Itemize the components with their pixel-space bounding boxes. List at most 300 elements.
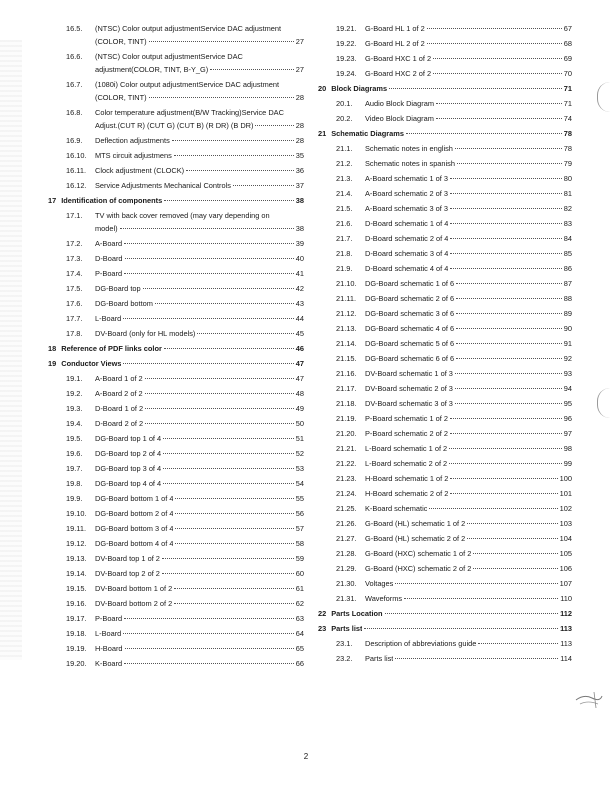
toc-entry-number: 16.9. (66, 136, 83, 145)
toc-entry-title: H-Board schematic 2 of 2 (365, 489, 449, 498)
toc-entry[interactable] (318, 144, 572, 153)
toc-entry-title: L-Board (95, 629, 122, 638)
toc-entry-page: 88 (563, 294, 572, 303)
toc-entry-first-line (66, 211, 304, 220)
toc-entry-title: D-Board schematic 2 of 4 (365, 234, 449, 243)
toc-entry[interactable] (48, 181, 304, 190)
toc-entry-title: A-Board 1 of 2 (95, 374, 143, 383)
toc-entry-second-line (66, 224, 304, 233)
toc-entry[interactable] (48, 404, 304, 413)
toc-entry-number: 20 (318, 84, 327, 93)
dot-leader (427, 28, 562, 29)
toc-entry-title: DV-Board (only for HL models) (95, 329, 196, 338)
dot-leader (450, 418, 562, 419)
toc-entry[interactable] (318, 639, 572, 648)
dot-leader (125, 258, 294, 259)
toc-entry-number: 19.20. (66, 659, 87, 668)
toc-entry-page: 64 (295, 629, 304, 638)
toc-section-entry[interactable] (318, 129, 572, 138)
toc-entry-title: H-Board schematic 1 of 2 (365, 474, 449, 483)
toc-entry-number: 19.17. (66, 614, 87, 623)
page-number: 2 (303, 752, 309, 761)
toc-entry-number: 21.25. (336, 504, 357, 513)
toc-entry-title: G-Board (HXC) schematic 1 of 2 (365, 549, 472, 558)
dot-leader (429, 508, 557, 509)
toc-entry-page: 97 (563, 429, 572, 438)
toc-entry[interactable] (318, 564, 572, 573)
toc-entry[interactable] (318, 519, 572, 528)
toc-entry[interactable] (318, 24, 572, 33)
toc-entry-title: G-Board (HL) schematic 2 of 2 (365, 534, 466, 543)
toc-entry-number: 19.8. (66, 479, 83, 488)
toc-entry-number: 20.2. (336, 114, 353, 123)
toc-entry[interactable] (318, 279, 572, 288)
toc-entry-page: 62 (295, 599, 304, 608)
toc-entry[interactable] (48, 599, 304, 608)
dot-leader (149, 41, 294, 42)
dot-leader (123, 633, 293, 634)
toc-entry-page: 102 (559, 504, 572, 513)
toc-entry[interactable] (318, 249, 572, 258)
toc-entry-page: 114 (560, 654, 572, 663)
toc-entry-page: 41 (295, 269, 304, 278)
toc-entry-page: 54 (295, 479, 304, 488)
dot-leader (450, 493, 557, 494)
toc-entry-second-line (66, 37, 304, 46)
toc-entry-page: 96 (563, 414, 572, 423)
toc-entry[interactable] (48, 374, 304, 383)
dot-leader (450, 223, 561, 224)
dot-leader (450, 238, 561, 239)
dot-leader (450, 268, 561, 269)
toc-entry-title: G-Board HL 1 of 2 (365, 24, 425, 33)
scan-edge-artifact (0, 40, 22, 660)
dot-leader (124, 618, 294, 619)
dot-leader (175, 513, 293, 514)
toc-entry-title: L-Board (95, 314, 122, 323)
toc-entry-title: DG-Board bottom 3 of 4 (95, 524, 174, 533)
dot-leader (163, 453, 294, 454)
toc-entry[interactable] (48, 52, 304, 74)
toc-entry-title: (NTSC) Color output adjustmentService DAC (95, 52, 243, 61)
toc-entry-title: DG-Board bottom 4 of 4 (95, 539, 174, 548)
toc-entry[interactable] (318, 309, 572, 318)
toc-entry-page: 90 (563, 324, 572, 333)
toc-entry-page: 28 (295, 136, 304, 145)
toc-entry-number: 17 (48, 196, 57, 205)
toc-entry[interactable] (318, 444, 572, 453)
dot-leader (163, 483, 294, 484)
toc-entry[interactable] (48, 269, 304, 278)
dot-leader (255, 125, 293, 126)
toc-entry[interactable] (318, 504, 572, 513)
toc-entry-page: 39 (295, 239, 304, 248)
toc-entry-title: A-Board schematic 3 of 3 (365, 204, 448, 213)
toc-entry-number: 21.14. (336, 339, 357, 348)
toc-entry-page: 112 (560, 609, 572, 618)
toc-entry-title: D-Board schematic 3 of 4 (365, 249, 449, 258)
toc-entry-number: 19.23. (336, 54, 357, 63)
toc-entry-number: 21.7. (336, 234, 353, 243)
toc-entry-page: 40 (295, 254, 304, 263)
toc-entry-title: DG-Board top 1 of 4 (95, 434, 162, 443)
toc-entry-number: 19 (48, 359, 57, 368)
toc-entry-page: 98 (563, 444, 572, 453)
toc-entry-page: 42 (295, 284, 304, 293)
dot-leader (145, 408, 294, 409)
toc-entry-page: 69 (563, 54, 572, 63)
dot-leader (450, 478, 557, 479)
toc-entry-title-continued: (COLOR, TINT) (95, 93, 147, 102)
toc-entry[interactable] (48, 614, 304, 623)
toc-entry-title: Clock adjustment (CLOCK) (95, 166, 185, 175)
dot-leader (478, 643, 558, 644)
toc-entry-page: 74 (563, 114, 572, 123)
toc-entry-title: Parts list (365, 654, 394, 663)
toc-section-entry[interactable] (48, 196, 304, 205)
dot-leader (455, 148, 562, 149)
toc-entry-number: 21.17. (336, 384, 357, 393)
toc-section-entry[interactable] (318, 609, 572, 618)
toc-entry[interactable] (318, 114, 572, 123)
toc-entry-page: 50 (295, 419, 304, 428)
scan-smudge-icon (574, 688, 604, 710)
toc-entry-title: Block Diagrams (331, 84, 388, 93)
toc-entry-title: L-Board schematic 2 of 2 (365, 459, 448, 468)
toc-entry-title: K-Board (95, 659, 123, 668)
toc-entry-number: 21.19. (336, 414, 357, 423)
dot-leader (406, 133, 562, 134)
toc-entry-page: 82 (563, 204, 572, 213)
toc-entry-number: 21.22. (336, 459, 357, 468)
dot-leader (175, 528, 293, 529)
toc-section-entry[interactable] (318, 624, 572, 633)
toc-entry-number: 19.16. (66, 599, 87, 608)
toc-entry-page: 60 (295, 569, 304, 578)
toc-entry-title: P-Board (95, 269, 123, 278)
toc-entry-title: D-Board schematic 1 of 4 (365, 219, 449, 228)
toc-entry-number: 21 (318, 129, 327, 138)
toc-entry[interactable] (318, 654, 572, 663)
toc-entry-number: 19.14. (66, 569, 87, 578)
toc-entry-page: 65 (295, 644, 304, 653)
toc-entry-page: 63 (295, 614, 304, 623)
toc-entry-title: Identification of components (61, 196, 163, 205)
toc-entry-title: (NTSC) Color output adjustmentService DAC adjustment (95, 24, 282, 33)
toc-entry-page: 107 (559, 579, 572, 588)
toc-entry[interactable] (48, 24, 304, 46)
dot-leader (456, 328, 562, 329)
dot-leader (143, 288, 294, 289)
toc-entry-title: DV-Board top 1 of 2 (95, 554, 160, 563)
toc-entry[interactable] (48, 569, 304, 578)
toc-entry-title: Parts Location (331, 609, 383, 618)
toc-entry[interactable] (318, 99, 572, 108)
toc-entry-title: (1080i) Color output adjustmentService DAC adjustment (95, 80, 280, 89)
toc-entry[interactable] (318, 369, 572, 378)
dot-leader (449, 463, 562, 464)
toc-entry-title-continued: (COLOR, TINT) (95, 37, 147, 46)
toc-entry-page: 91 (563, 339, 572, 348)
toc-entry[interactable] (48, 239, 304, 248)
dot-leader (149, 97, 294, 98)
toc-entry[interactable] (318, 324, 572, 333)
toc-entry[interactable] (48, 539, 304, 548)
toc-entry-number: 21.27. (336, 534, 357, 543)
toc-entry-number: 17.8. (66, 329, 83, 338)
toc-entry-page: 110 (560, 594, 572, 603)
toc-entry[interactable] (318, 204, 572, 213)
toc-entry-first-line (66, 24, 304, 33)
toc-entry[interactable] (318, 459, 572, 468)
toc-entry-title: Description of abbreviations guide (365, 639, 477, 648)
dot-leader (395, 658, 558, 659)
toc-entry-title: DV-Board bottom 1 of 2 (95, 584, 173, 593)
toc-entry[interactable] (318, 174, 572, 183)
toc-entry-title: K-Board schematic (365, 504, 428, 513)
toc-entry[interactable] (318, 474, 572, 483)
toc-entry-number: 23.2. (336, 654, 353, 663)
dot-leader (449, 448, 562, 449)
toc-entry-title: DV-Board schematic 3 of 3 (365, 399, 453, 408)
toc-entry-page: 70 (563, 69, 572, 78)
dot-leader (456, 313, 562, 314)
toc-entry[interactable] (318, 294, 572, 303)
toc-entry-title: D-Board 2 of 2 (95, 419, 144, 428)
dot-leader (145, 378, 294, 379)
toc-entry[interactable] (48, 329, 304, 338)
toc-entry-page: 37 (295, 181, 304, 190)
binder-hole-mark (597, 82, 610, 112)
toc-entry-title: A-Board 2 of 2 (95, 389, 143, 398)
toc-entry-number: 23.1. (336, 639, 353, 648)
dot-leader (164, 348, 294, 349)
toc-entry[interactable] (318, 579, 572, 588)
toc-entry[interactable] (48, 494, 304, 503)
toc-entry[interactable] (48, 509, 304, 518)
dot-leader (162, 558, 294, 559)
toc-entry-title: Schematic Diagrams (331, 129, 404, 138)
toc-entry-page: 71 (563, 99, 572, 108)
toc-entry[interactable] (48, 644, 304, 653)
dot-leader (210, 69, 294, 70)
toc-entry[interactable] (318, 384, 572, 393)
toc-entry-page: 27 (295, 65, 304, 74)
toc-entry[interactable] (48, 254, 304, 263)
toc-entry[interactable] (48, 314, 304, 323)
toc-section-entry[interactable] (48, 344, 304, 353)
toc-entry-page: 38 (295, 196, 304, 205)
toc-entry[interactable] (318, 189, 572, 198)
toc-entry[interactable] (48, 629, 304, 638)
toc-entry[interactable] (48, 108, 304, 130)
toc-entry-number: 16.8. (66, 108, 83, 117)
dot-leader (123, 363, 293, 364)
dot-leader (124, 663, 294, 664)
toc-entry-title: DV-Board top 2 of 2 (95, 569, 160, 578)
toc-entry-second-line (66, 65, 304, 74)
toc-entry-page: 100 (559, 474, 572, 483)
toc-entry-number: 19.3. (66, 404, 83, 413)
toc-entry-number: 17.4. (66, 269, 83, 278)
toc-entry-number: 21.12. (336, 309, 357, 318)
toc-entry[interactable] (48, 166, 304, 175)
toc-section-entry[interactable] (318, 84, 572, 93)
toc-entry-title: A-Board (95, 239, 123, 248)
toc-entry-page: 87 (563, 279, 572, 288)
toc-entry-title: P-Board (95, 614, 123, 623)
toc-entry-page: 113 (560, 624, 572, 633)
dot-leader (427, 43, 562, 44)
dot-leader (174, 588, 294, 589)
toc-entry-title: DG-Board schematic 5 of 6 (365, 339, 455, 348)
toc-entry-title: G-Board HXC 1 of 2 (365, 54, 432, 63)
toc-entry[interactable] (318, 594, 572, 603)
toc-entry-number: 17.7. (66, 314, 83, 323)
toc-entry-number: 21.29. (336, 564, 357, 573)
dot-leader (450, 208, 562, 209)
toc-entry-title: Waveforms (365, 594, 403, 603)
toc-entry-page: 105 (559, 549, 572, 558)
toc-entry[interactable] (48, 389, 304, 398)
toc-entry-number: 21.6. (336, 219, 353, 228)
toc-entry-page: 83 (563, 219, 572, 228)
toc-entry-title: G-Board HL 2 of 2 (365, 39, 425, 48)
toc-entry-page: 106 (559, 564, 572, 573)
toc-entry[interactable] (48, 211, 304, 233)
dot-leader (456, 283, 562, 284)
toc-entry[interactable] (48, 284, 304, 293)
toc-entry-page: 58 (295, 539, 304, 548)
toc-entry[interactable] (48, 434, 304, 443)
toc-section-entry[interactable] (48, 359, 304, 368)
toc-entry-number: 18 (48, 344, 57, 353)
toc-entry[interactable] (318, 429, 572, 438)
toc-entry-title: G-Board (HL) schematic 1 of 2 (365, 519, 466, 528)
toc-entry[interactable] (318, 339, 572, 348)
toc-entry-number: 16.5. (66, 24, 83, 33)
toc-entry[interactable] (48, 449, 304, 458)
toc-entry-page: 59 (295, 554, 304, 563)
dot-leader (456, 298, 562, 299)
toc-entry-page: 61 (295, 584, 304, 593)
toc-entry-page: 47 (295, 374, 304, 383)
toc-entry-title: DG-Board schematic 4 of 6 (365, 324, 455, 333)
toc-entry[interactable] (318, 414, 572, 423)
toc-entry[interactable] (318, 54, 572, 63)
toc-entry-title: Deflection adjustments (95, 136, 170, 145)
toc-entry[interactable] (318, 234, 572, 243)
dot-leader (123, 318, 293, 319)
dot-leader (124, 243, 294, 244)
toc-entry-number: 19.13. (66, 554, 87, 563)
dot-leader (186, 170, 294, 171)
toc-entry[interactable] (48, 479, 304, 488)
toc-entry-title: DG-Board top 4 of 4 (95, 479, 162, 488)
toc-entry[interactable] (318, 69, 572, 78)
toc-entry[interactable] (48, 524, 304, 533)
toc-entry[interactable] (48, 80, 304, 102)
toc-entry[interactable] (318, 534, 572, 543)
toc-entry[interactable] (318, 549, 572, 558)
binder-hole-mark (597, 388, 610, 418)
toc-entry-number: 19.15. (66, 584, 87, 593)
toc-entry-page: 89 (563, 309, 572, 318)
toc-entry-number: 21.16. (336, 369, 357, 378)
toc-entry[interactable] (318, 39, 572, 48)
toc-entry-number: 19.9. (66, 494, 83, 503)
toc-entry[interactable] (318, 489, 572, 498)
toc-entry-title: Audio Block Diagram (365, 99, 435, 108)
toc-entry-first-line (66, 52, 304, 61)
dot-leader (467, 523, 557, 524)
toc-entry-title: D-Board (95, 254, 123, 263)
toc-entry-number: 19.2. (66, 389, 83, 398)
toc-entry-number: 16.10. (66, 151, 87, 160)
toc-left-column (48, 24, 304, 674)
toc-entry-page: 78 (563, 129, 572, 138)
toc-entry-page: 84 (563, 234, 572, 243)
toc-entry-title: A-Board schematic 2 of 3 (365, 189, 448, 198)
toc-entry-page: 101 (559, 489, 572, 498)
toc-entry-page: 55 (295, 494, 304, 503)
dot-leader (436, 118, 562, 119)
toc-entry-page: 36 (295, 166, 304, 175)
toc-entry[interactable] (48, 554, 304, 563)
toc-entry-number: 19.18. (66, 629, 87, 638)
toc-entry-title-continued: Adjust.(CUT R) (CUT G) (CUT B) (R DR) (B DR) (95, 121, 254, 130)
toc-entry[interactable] (48, 151, 304, 160)
toc-entry[interactable] (318, 264, 572, 273)
dot-leader (404, 598, 558, 599)
toc-entry-number: 16.12. (66, 181, 87, 190)
toc-entry[interactable] (318, 399, 572, 408)
toc-entry-number: 19.7. (66, 464, 83, 473)
toc-entry-title: DG-Board schematic 6 of 6 (365, 354, 455, 363)
toc-entry-number: 21.5. (336, 204, 353, 213)
toc-entry[interactable] (48, 659, 304, 668)
toc-entry[interactable] (48, 299, 304, 308)
toc-entry[interactable] (48, 584, 304, 593)
toc-entry-number: 21.10. (336, 279, 357, 288)
toc-entry-number: 19.12. (66, 539, 87, 548)
toc-entry-title: DV-Board schematic 1 of 3 (365, 369, 453, 378)
toc-entry-title: Voltages (365, 579, 394, 588)
toc-entry[interactable] (318, 219, 572, 228)
toc-entry-page: 53 (295, 464, 304, 473)
toc-entry-page: 113 (560, 639, 572, 648)
dot-leader (433, 58, 562, 59)
toc-entry-page: 44 (295, 314, 304, 323)
toc-entry-number: 19.5. (66, 434, 83, 443)
toc-entry-page: 103 (559, 519, 572, 528)
toc-entry[interactable] (48, 419, 304, 428)
toc-entry-page: 38 (295, 224, 304, 233)
toc-entry-title: G-Board (HXC) schematic 2 of 2 (365, 564, 472, 573)
toc-entry-title: D-Board 1 of 2 (95, 404, 144, 413)
toc-entry-number: 19.24. (336, 69, 357, 78)
toc-entry-title: A-Board schematic 1 of 3 (365, 174, 448, 183)
dot-leader (467, 538, 557, 539)
dot-leader (456, 358, 562, 359)
toc-entry-title: P-Board schematic 1 of 2 (365, 414, 448, 423)
toc-entry[interactable] (318, 159, 572, 168)
toc-entry[interactable] (48, 464, 304, 473)
toc-entry[interactable] (48, 136, 304, 145)
toc-entry-number: 17.5. (66, 284, 83, 293)
toc-entry[interactable] (318, 354, 572, 363)
toc-entry-first-line (66, 108, 304, 117)
